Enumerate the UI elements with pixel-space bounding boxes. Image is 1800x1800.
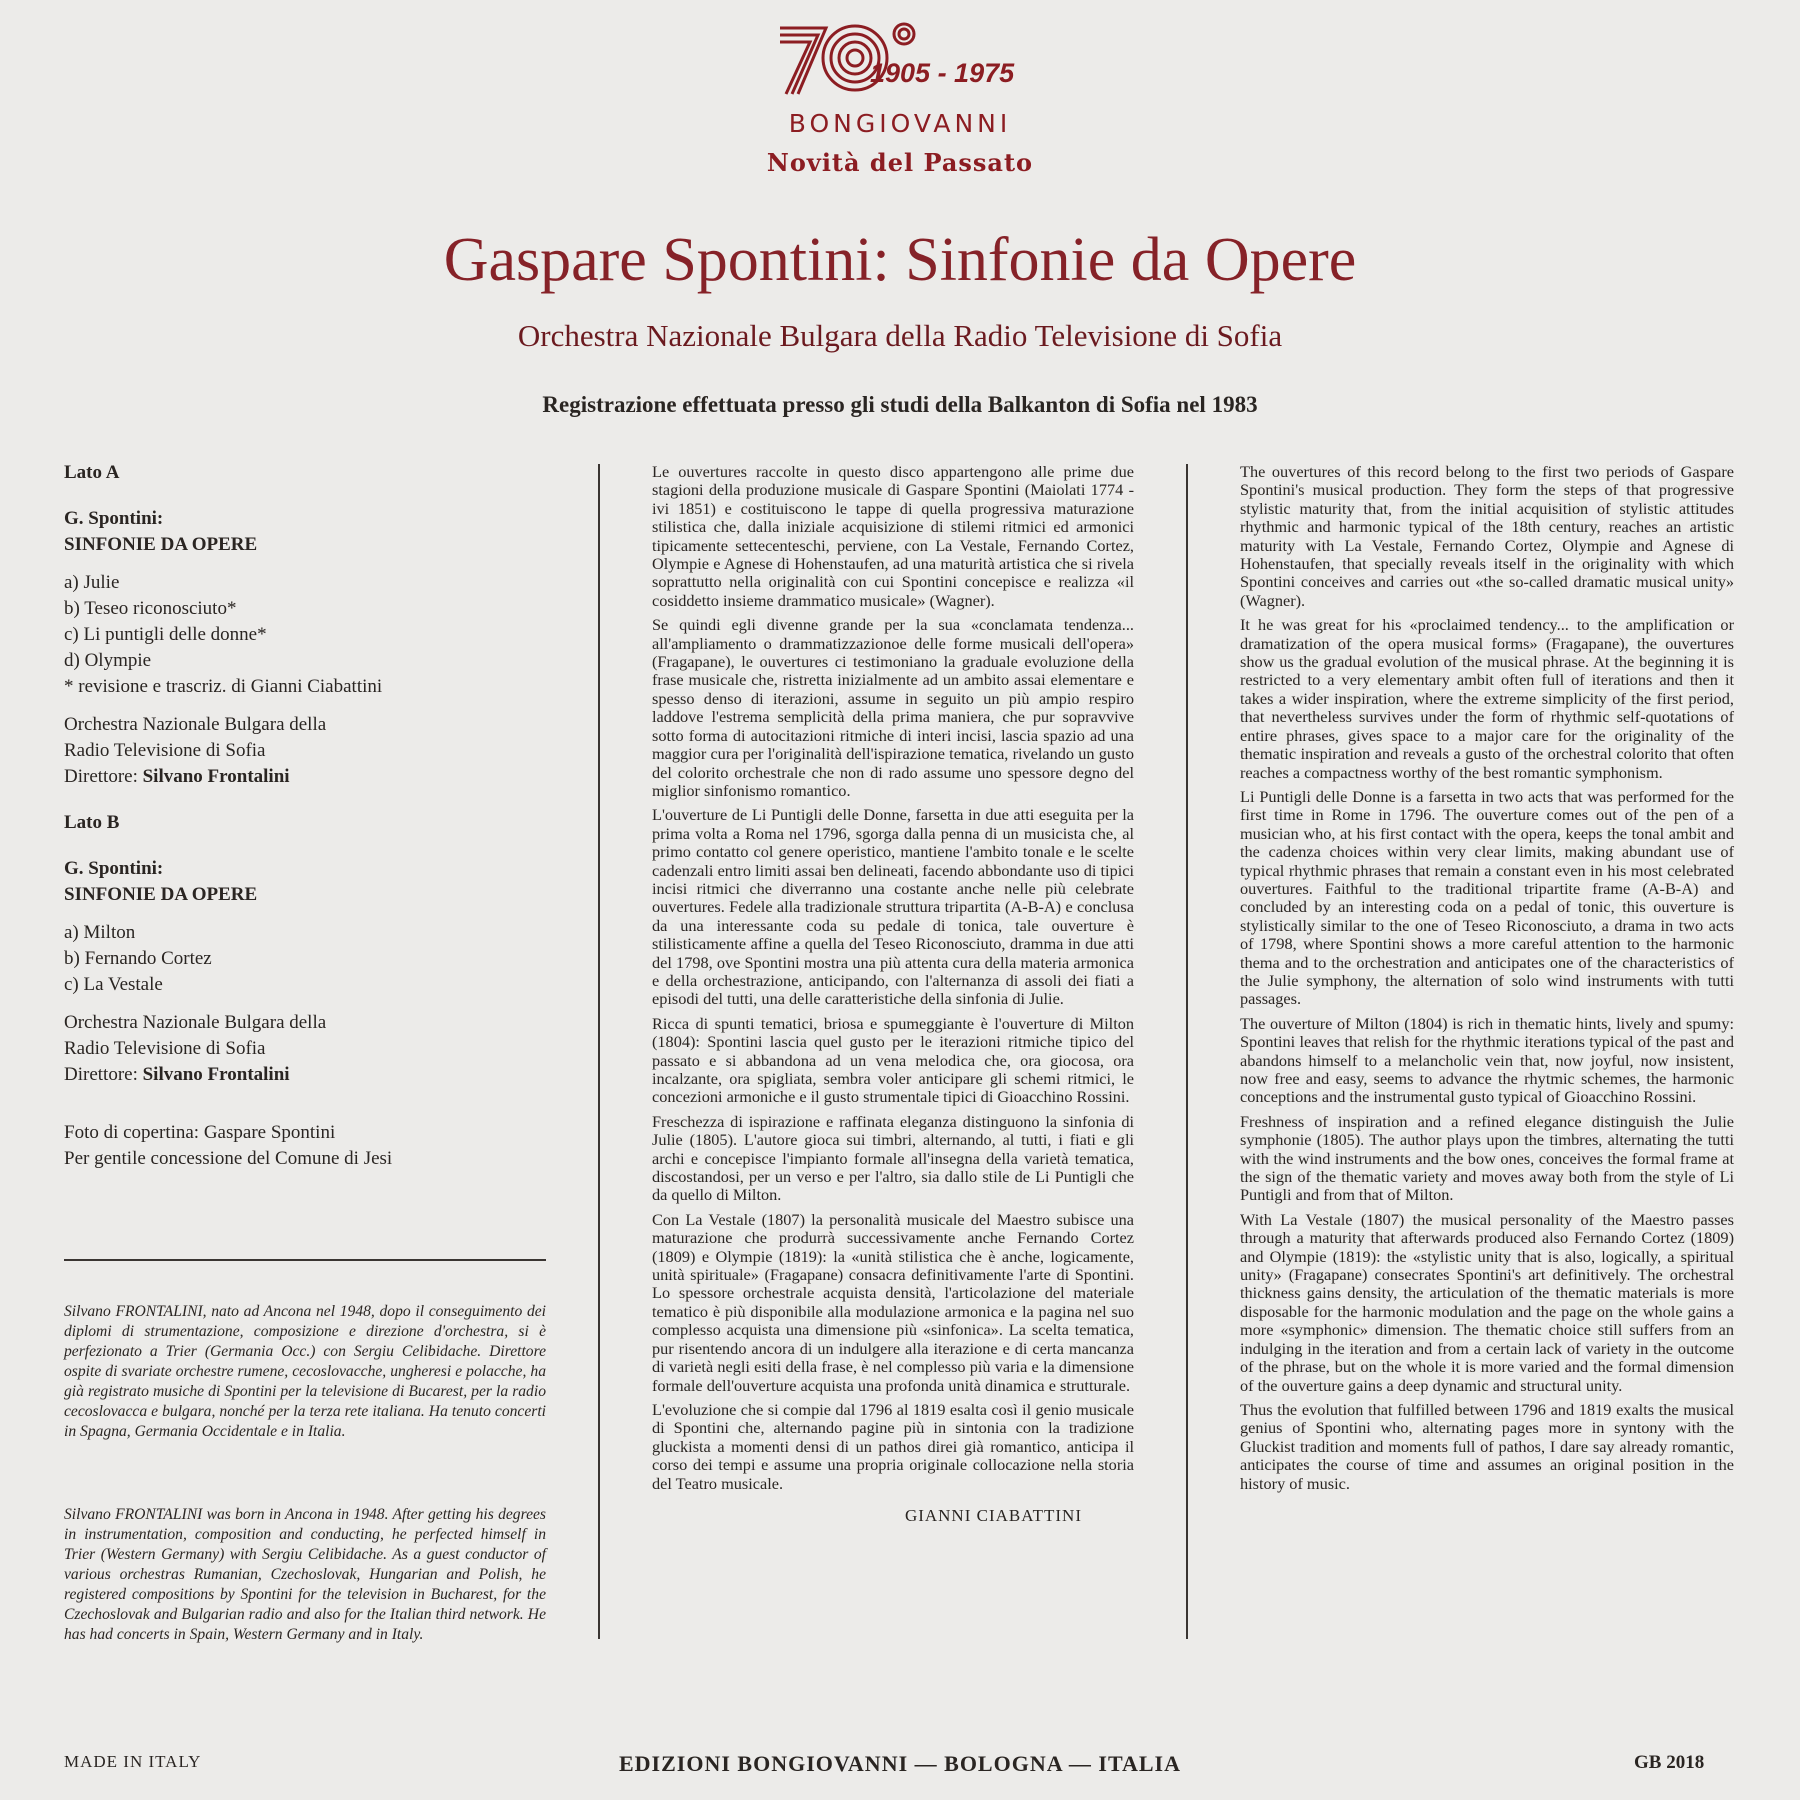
recording-note: Registrazione effettuata presso gli studi della Balkanton di Sofia nel 1983 [542, 392, 1258, 417]
notes-paragraph: Freshness of inspiration and a refined elegance distinguish the Julie symphonie (1805). The author plays upon the timbres, alternating the tutti with the wind instruments and the bow ones, conceives the formal frame at the sign of the thematic variety and moves away both from the style of Li Puntigli and from that of Milton. [1240, 1111, 1734, 1205]
notes-paragraph: Se quindi egli divenne grande per la sua «conclamata tendenza... all'ampliamento o drammatizzazionoe delle forme musicali dell'opera» (Fragapane), le ouvertures ci testimoniano la graduale evoluzione della frase musicale che, ristretta inizialmente ad un ambito assai elementare e spesso denso di iterazioni, assume in seguito un più ampio respiro laddove l'estrema semplicità della prima maniera, che pur sopravvive sotto forma di autocitazioni ritmiche di interi incisi, lascia spazio ad una maggior cura per l'originalità dell'ispirazione tematica, rivelando un gusto del colorito orchestrale che non di rado assume uno spessore degno del miglior sinfonismo romantico. [652, 615, 1134, 800]
notes-paragraph: L'ouverture de Li Puntigli delle Donne, farsetta in due atti eseguita per la prima volta a Roma nel 1796, sgorga dalla penna di un musicista che, al primo contatto col genere operistico, mantiene l'ambito tonale e le scelte cadenzali entro limiti assai ben delineati, facendo abbondante uso di tipici incisi ritmici che diverranno una costante anche nelle più celebrate ouvertures. Fedele alla tradizionale struttura tripartita (A-B-A) e conclusa da una interessante coda su pedale di tonica, tale ouverture è stilisticamente affine a quella del Teseo Riconosciuto, dramma in due atti del 1798, ove Spontini mostra una più attenta cura della materia armonica e della orchestrazione, anticipando, con l'alternanza di assoli dei fiati a episodi del tutti, una delle caratteristiche della sinfonia di Julie. [652, 805, 1134, 1009]
label-logo [0, 20, 1800, 138]
side-b-composer: G. Spontini: [64, 858, 164, 879]
conductor-name: Silvano Frontalini [142, 766, 290, 787]
conductor-label: Direttore: [64, 766, 138, 787]
track-item: b) Teseo riconosciuto* [64, 598, 237, 619]
notes-paragraph: Thus the evolution that fulfilled between 1796 and 1819 exalts the musical genius of Spontini who, alternating pages more in syntony with the Gluckist tradition and moments full of pathos, I dare say already romantic, anticipates the course of time and assumes an original position in the history of music. [1240, 1399, 1734, 1493]
notes-paragraph: Con La Vestale (1807) la personalità musicale del Maestro subisce una maturazione che produrrà successivamente anche Fernando Cortez (1809) e Olympie (1819): la «unità stilistica che è anche, logicamente, unità spirituale» (Fragapane) consacra definitivamente l'arte di Spontini. Lo spessore orchestrale acquista densità, l'articolazione del materiale tematico è più disponibile alla modulazione armonica e la pagina nel suo complesso acquista una dimensione più «sinfonica». La scelta tematica, pur risentendo ancora di un indulgere alla iterazione e di certa mancanza di varietà negli esiti della frase, è nel complesso più varia e la dimensione formale dell'ouverture acquista una profonda unità dinamica e strutturale. [652, 1209, 1134, 1395]
notes-paragraph: Freschezza di ispirazione e raffinata eleganza distinguono la sinfonia di Julie (1805). L'autore gioca sui timbri, alternando, al tutti, i fiati e gli archi e concepisce l'impianto formale all'insegna della varietà tematica, discostandosi, per un verso e per l'altro, sia dallo stile de Li Puntigli che da quello di Milton. [652, 1111, 1134, 1205]
track-item: a) Milton [64, 922, 136, 943]
notes-paragraph: Le ouvertures raccolte in questo disco appartengono alle prime due stagioni della produzione musicale di Gaspare Spontini (Maiolati 1774 - ivi 1851) e costituiscono le tappe di quella progressiva maturazione stilistica che, dalla iniziale acquisizione di stilemi ritmici ed armonici tipicamente settecenteschi, perviene, con La Vestale, Fernando Cortez, Olympie e Agnese di Hohenstaufen, ad una maturità artistica che si rivela soprattutto nella originalità con cui Spontini concepisce e realizza «il cosiddetto insieme drammatico musicale» (Wagner). [652, 462, 1134, 610]
notes-paragraph: It he was great for his «proclaimed tendency... to the amplification or dramatization of the opera musical forms» (Fragapane), the ouvertures show us the gradual evolution of the musical phrase. At the beginning it is restricted to a very elementary ambit often full of iterations and then it takes a wider inspiration, where the extreme simplicity of the first period, that nevertheless survives under the form of rhythmic self-quotations of entire phrases, gives space to a major care for the originality of the thematic inspiration and reveals a gusto of the orchestral colorito that often reaches a compactness worthy of the best romantic symphonism. [1240, 615, 1734, 782]
track-item: c) La Vestale [64, 974, 163, 995]
conductor-bio-english: Silvano FRONTALINI was born in Ancona in 1948. After getting his degrees in instrumentation, composition and conducting, he perfected himself in Trier (Western Germany) with Sergiu Celibidache. As a guest conductor of various orchestras Rumanian, Czechoslovak, Hungarian and Polish, he registered compositions by Spontini for the television in Bucharest, for the Czechoslovak and Bulgarian radio and also for the Italian third network. He has had concerts in Spain, Western Germany and in Italy. [64, 1506, 546, 1643]
notes-paragraph: The ouverture of Milton (1804) is rich in thematic hints, lively and spumy: Spontini leaves that relish for the rhythmic iterations typical of the past and abandons himself to a melancholic vein that, now joyful, now insistent, now free and easy, seems to advance the rhytmic schemes, the harmonic conceptions and the instrumental gusto typical of Gioacchino Rossini. [1240, 1013, 1734, 1107]
notes-paragraph: The ouvertures of this record belong to the first two periods of Gaspare Spontini's musical production. They form the steps of that progressive stylistic maturity that, from the initial acquisition of stylistic attitudes rhythmic and harmonic typical of the 18th century, reaches an artistic maturity with La Vestale, Fernando Cortez, Olympie and Agnese di Hohenstaufen, that specially reveals itself in the originality with which Spontini conceives and carries out «the so-called dramatic musical unity» (Wagner). [1240, 462, 1734, 610]
track-item: a) Julie [64, 572, 120, 593]
made-in-label: MADE IN ITALY [64, 1752, 202, 1771]
revision-note: * revisione e trascriz. di Gianni Ciabattini [64, 676, 383, 697]
publisher-label: EDIZIONI BONGIOVANNI — BOLOGNA — ITALIA [618, 1751, 1181, 1776]
side-b-work: SINFONIE DA OPERE [64, 884, 258, 905]
anniversary-years: 1905 - 1975 [870, 58, 1015, 88]
conductor-line [64, 764, 544, 790]
side-b-heading: Lato B [64, 812, 120, 833]
catalog-number: GB 2018 [1634, 1752, 1705, 1773]
notes-paragraph: Ricca di spunti tematici, briosa e spumeggiante è l'ouverture di Milton (1804): Spontini lascia quel gusto per le iterazioni ritmiche tipico del passato e si abbandona ad un vena melodica che, ora giocosa, ora incalzante, ora spigliata, sembra voler anticipare gli schemi ritmici, le concezioni armoniche e il gusto strumentale tipici di Gioacchino Rossini. [652, 1013, 1134, 1107]
cover-photo-credit: Foto di copertina: Gaspare Spontini [64, 1122, 336, 1143]
brand-name: BONGIOVANNI [788, 109, 1012, 138]
liner-notes-italian [652, 463, 1134, 1525]
notes-paragraph: L'evoluzione che si compie dal 1796 al 1819 esalta così il genio musicale di Spontini che, alternando pagine più in sintonia con la tradizione gluckista a momenti densi di un pathos direi già romantico, anticipa il corso dei tempi e assume una propria originale collocazione nella storia del Teatro musicale. [652, 1399, 1134, 1493]
courtesy-credit: Per gentile concessione del Comune di Jesi [64, 1148, 393, 1169]
orchestra-line: Radio Televisione di Sofia [64, 740, 266, 761]
orchestra-line: Radio Televisione di Sofia [64, 1038, 266, 1059]
column-divider [1186, 464, 1188, 1639]
column-divider [598, 464, 600, 1639]
orchestra-subtitle: Orchestra Nazionale Bulgara della Radio Televisione di Sofia [517, 318, 1283, 353]
conductor-line [64, 1062, 544, 1088]
album-title: Gaspare Spontini: Sinfonie da Opere [443, 226, 1357, 294]
track-item: c) Li puntigli delle donne* [64, 624, 267, 645]
side-a-composer: G. Spontini: [64, 508, 164, 529]
series-name: Novità del Passato [766, 148, 1034, 177]
section-divider [64, 1259, 546, 1261]
track-item: d) Olympie [64, 650, 152, 671]
notes-paragraph: With La Vestale (1807) the musical personality of the Maestro passes through a maturity that afterwards produced also Fernando Cortez (1809) and Olympie (1819): the «stylistic unity that is also, logically, a spiritual unity» (Fragapane) consecrates Spontini's art definitively. The orchestral thickness gains density, the articulation of the thematic materials is more disposable for the harmonic modulation and the page on the whole gains a more «symphonic» dimension. The thematic choice still suffers from an indulging in the iteration and from a certain lack of variety in the outcome of the phrase, but on the whole it is more varied and the formal dimension of the ouverture gains a deep dynamic and structural unity. [1240, 1209, 1734, 1395]
conductor-bio-italian: Silvano FRONTALINI, nato ad Ancona nel 1948, dopo il conseguimento dei diplomi di strumentazione, composizione e direzione d'orchestra, si è perfezionato a Trier (Germania Occ.) con Sergiu Celibidache. Direttore ospite di svariate orchestre rumene, cecoslovacche, ungheresi e polacche, ha già registrato musiche di Spontini per la televisione di Bucarest, per la radio cecoslovacca e bulgara, nonché per la terza rete italiana. Ha tenuto concerti in Spagna, Germania Occidentale e in Italia. [64, 1303, 546, 1440]
notes-paragraph: Li Puntigli delle Donne is a farsetta in two acts that was performed for the first time in Rome in 1796. The ouverture comes out of the pen of a musician who, at his first contact with the opera, keeps the tonal ambit and the cadenza choices within very clear limits, making abundant use of typical rhythmic phrases that remain a constant even in his most celebrated ouvertures. Faithful to the traditional tripartite frame (A-B-A) and concluded by an interesting coda on a pedal of tonic, this ouverture is stylistically similar to the one of Teseo Riconosciuto, a drama in two acts of 1798, where Spontini shows a more careful attention to the harmonic thema and to the orchestration and anticipates one of the characteristics of the Julie symphony, the alternation of solo wind instruments with tutti passages. [1240, 786, 1734, 1009]
orchestra-line: Orchestra Nazionale Bulgara della [64, 714, 327, 735]
track-item: b) Fernando Cortez [64, 948, 212, 969]
liner-notes-english [1240, 463, 1734, 1499]
side-a-work: SINFONIE DA OPERE [64, 534, 258, 555]
tracklist-column [64, 460, 544, 1172]
side-a-heading: Lato A [64, 462, 120, 483]
conductor-name: Silvano Frontalini [142, 1064, 290, 1085]
orchestra-line: Orchestra Nazionale Bulgara della [64, 1012, 327, 1033]
conductor-label: Direttore: [64, 1064, 138, 1085]
author-signature: GIANNI CIABATTINI [904, 1505, 1082, 1525]
anniversary-70-logo [770, 20, 1030, 100]
